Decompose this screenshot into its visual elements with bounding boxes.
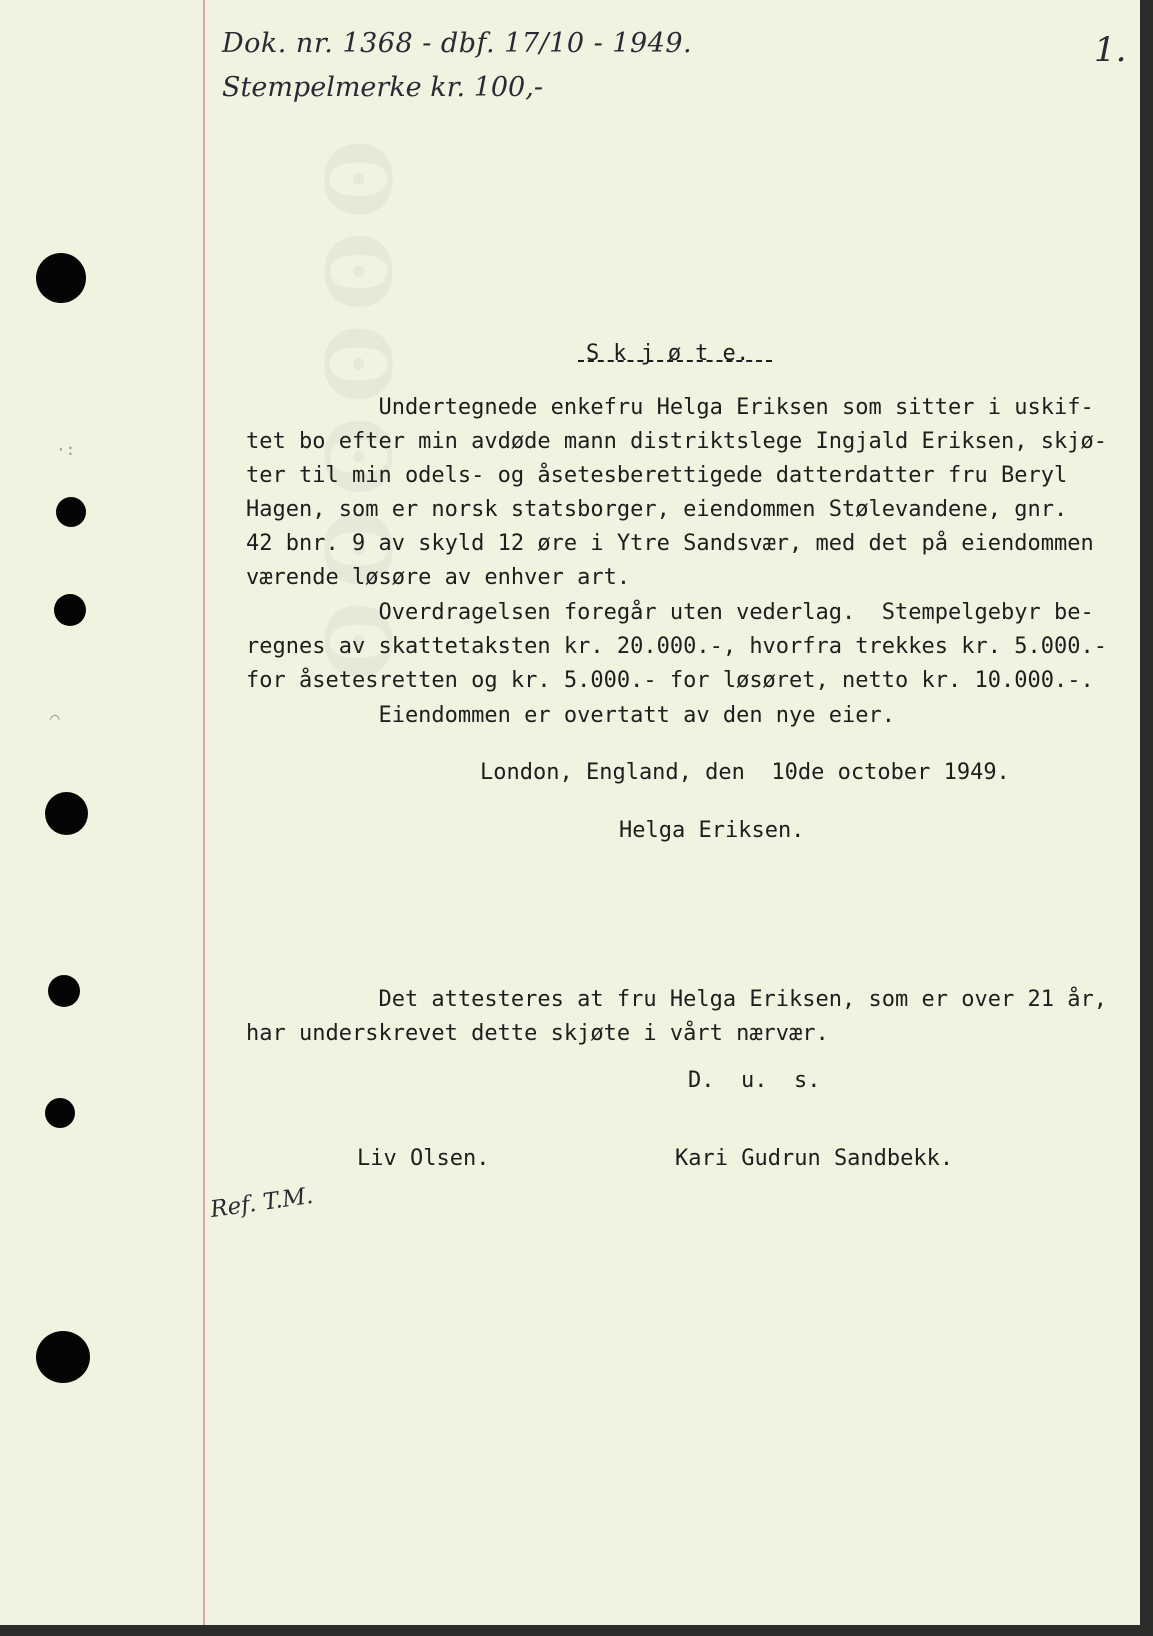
body-line: tet bo efter min avdøde mann distriktslege Ingjald Eriksen, skjø- xyxy=(246,429,1107,454)
attest-line: har underskrevet dette skjøte i vårt nærvær. xyxy=(246,1021,829,1046)
handwritten-stamp-fee: Stempelmerke kr. 100,- xyxy=(222,72,543,103)
pencil-mark: ·: xyxy=(56,440,76,459)
pencil-mark: ⌒ xyxy=(50,708,60,727)
body-line: Overdragelsen foregår uten vederlag. Stempelgebyr be- xyxy=(246,600,1094,625)
punch-hole xyxy=(45,1098,75,1128)
signatory-name: Helga Eriksen. xyxy=(619,818,805,843)
witness-name: Kari Gudrun Sandbekk. xyxy=(675,1146,954,1171)
punch-hole xyxy=(48,975,80,1007)
embossed-watermark: ʘʘʘʘʘʘ xyxy=(304,140,410,695)
punch-hole xyxy=(36,1331,90,1383)
body-line: Eiendommen er overtatt av den nye eier. xyxy=(246,703,896,728)
punch-hole xyxy=(36,253,86,303)
punch-hole xyxy=(54,594,86,626)
punch-hole xyxy=(45,792,88,835)
handwritten-page-number: 1. xyxy=(1094,30,1127,70)
handwritten-reference: Ref. T.M. xyxy=(208,1182,315,1224)
attest-line: Det attesteres at fru Helga Eriksen, som er over 21 år, xyxy=(246,987,1107,1012)
title-underline xyxy=(578,360,772,362)
body-line: ter til min odels- og åsetesberettigede datterdatter fru Beryl xyxy=(246,463,1068,488)
body-line: Undertegnede enkefru Helga Eriksen som sitter i uskif- xyxy=(246,395,1094,420)
closing-dus: D. u. s. xyxy=(688,1068,821,1093)
body-line: værende løsøre av enhver art. xyxy=(246,565,631,590)
body-line: Hagen, som er norsk statsborger, eiendommen Stølevandene, gnr. xyxy=(246,497,1068,522)
body-line: regnes av skattetaksten kr. 20.000.-, hvorfra trekkes kr. 5.000.- xyxy=(246,634,1107,659)
handwritten-doc-number: Dok. nr. 1368 - dbf. 17/10 - 1949. xyxy=(222,28,693,59)
document-title: S k j ø t e. xyxy=(586,341,750,366)
punch-hole xyxy=(56,497,86,527)
witness-name: Liv Olsen. xyxy=(357,1146,490,1171)
body-line: for åsetesretten og kr. 5.000.- for løsøret, netto kr. 10.000.-. xyxy=(246,668,1094,693)
body-line: 42 bnr. 9 av skyld 12 øre i Ytre Sandsvær, med det på eiendommen xyxy=(246,531,1094,556)
place-date: London, England, den 10de october 1949. xyxy=(480,760,1010,785)
margin-rule xyxy=(203,0,205,1625)
